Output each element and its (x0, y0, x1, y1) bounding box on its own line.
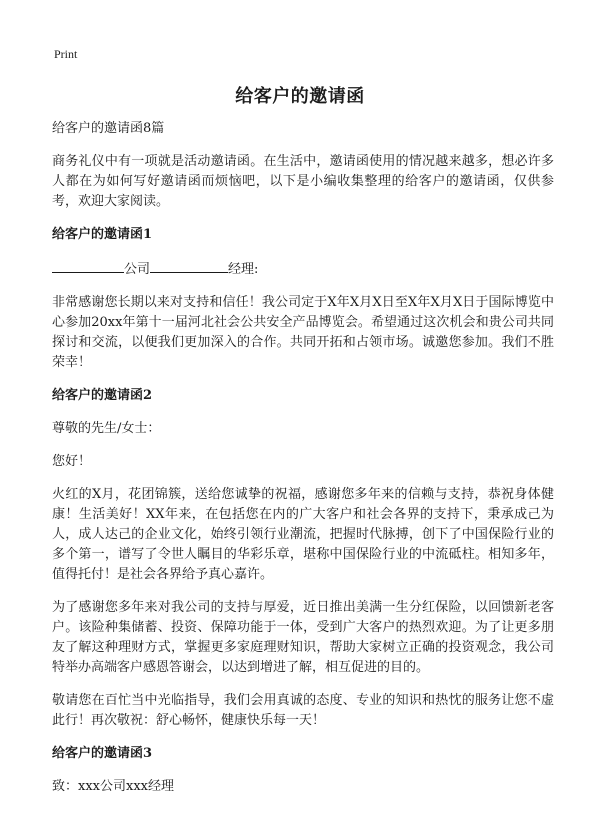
letter2-paragraph-2: 为了感谢您多年来对我公司的支持与厚爱，近日推出美满一生分红保险，以回馈新老客户。该险种集储蓄、投资、保障功能于一体，受到广大客户的热烈欢迎。为了让更多朋友了解这种理财方式，掌握更多家庭理财知识，帮助大家树立正确的投资观念，我公司特举办高端客户感恩答谢会，以达到增进了解，相互促进的目的。 (52, 600, 554, 675)
print-link[interactable]: Print (54, 47, 78, 61)
address-manager: 经理: (228, 262, 259, 277)
page-title: 给客户的邀请函 (235, 86, 365, 107)
letter2-paragraph-3: 敬请您在百忙当中光临指导，我们会用真诚的态度、专业的知识和热忱的服务让您不虚此行！再次敬祝：舒心畅怀，健康快乐每一天！ (52, 693, 554, 728)
letter1-heading: 给客户的邀请函1 (52, 227, 153, 242)
letter1-body: 非常感谢您长期以来对支持和信任！我公司定于X年X月X日至X年X月X日于国际博览中心参加20xx年第十一届河北社会公共安全产品博览会。希望通过这次机会和贵公司共同探讨和交流，以便我们更加深入的合作。共同开拓和占领市场。诚邀您参加。我们不胜荣幸！ (52, 295, 554, 370)
letter2-paragraph-1: 火红的X月，花团锦簇，送给您诚挚的祝福，感谢您多年来的信赖与支持，恭祝身体健康！生活美好！XX年来，在包括您在内的广大客户和社会各界的支持下，秉承成己为人，成人达己的企业文化，始终引领行业潮流，把握时代脉搏，创下了中国保险行业的多个第一，谱写了令世人瞩目的华彩乐章，堪称中国保险行业的中流砥柱。相知多年，值得托付！是社会各界给予真心嘉许。 (52, 487, 554, 582)
letter2-greeting: 您好！ (52, 454, 92, 469)
subtitle: 给客户的邀请函8篇 (52, 121, 165, 136)
letter2-salutation: 尊敬的先生/女士： (52, 421, 161, 436)
letter3-heading: 给客户的邀请函3 (52, 746, 153, 761)
letter3-address: 致：xxx公司xxx经理 (52, 779, 174, 794)
intro-paragraph: 商务礼仪中有一项就是活动邀请函。在生活中，邀请函使用的情况越来越多，想必许多人都在为如何写好邀请函而烦恼吧，以下是小编收集整理的给客户的邀请函，仅供参考，欢迎大家阅读。 (52, 154, 554, 209)
letter1-address (52, 258, 554, 280)
blank-line (52, 258, 124, 273)
address-company: 公司 (124, 262, 151, 277)
letter2-heading: 给客户的邀请函2 (52, 388, 153, 403)
document-body (52, 119, 554, 810)
blank-line (150, 258, 228, 273)
